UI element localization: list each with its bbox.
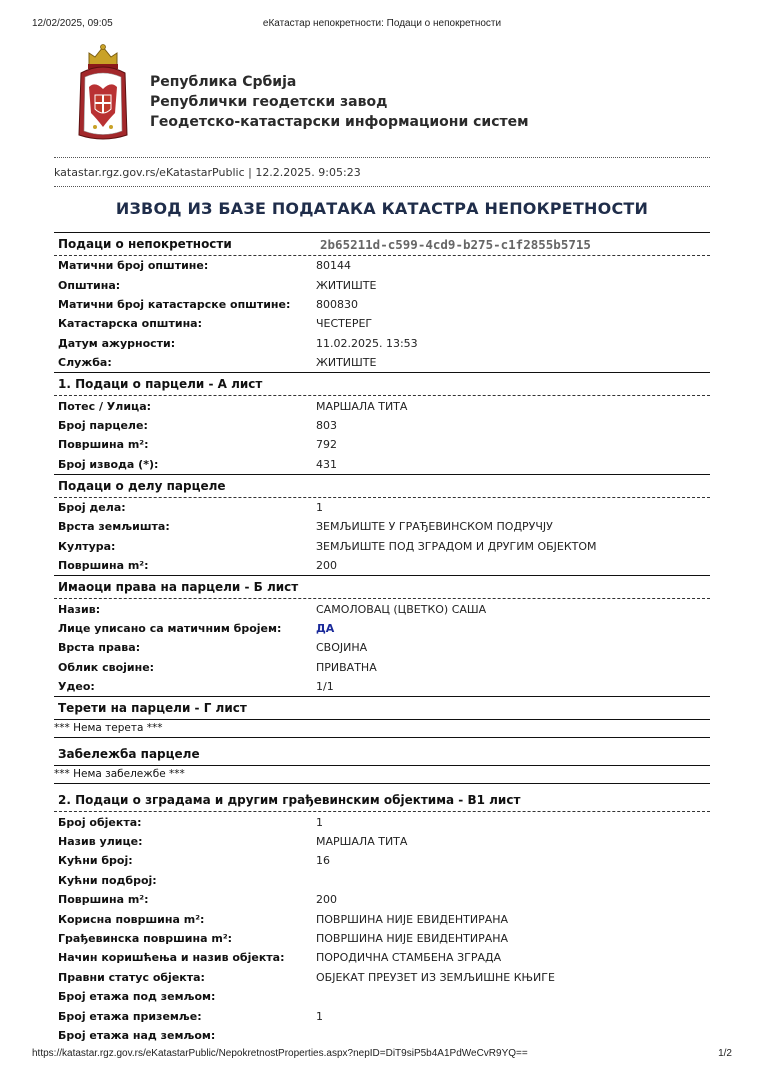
field-row	[54, 396, 710, 415]
burdens-note: *** Нема терета ***	[54, 720, 710, 738]
owners-heading: Имаоци права на парцели - Б лист	[58, 580, 299, 595]
field-label: Лице уписано са матичним бројем:	[58, 622, 282, 636]
field-row	[54, 677, 710, 696]
parcel-heading: 1. Подаци о парцели - А лист	[58, 377, 263, 392]
field-value: 1	[316, 501, 323, 515]
field-value: 80144	[316, 259, 351, 273]
buildings-rows	[54, 812, 710, 1045]
print-url: https://katastar.rgz.gov.rs/eKatastarPublic/NepokretnostProperties.aspx?nepID=DiT9siP5b4A1PdWeCvR9YQ==	[32, 1048, 528, 1059]
field-row	[54, 537, 710, 556]
field-label: Назив:	[58, 602, 101, 616]
property-id: 2b65211d-c599-4cd9-b275-c1f2855b5715	[320, 236, 591, 252]
field-label: Кућни подброј:	[58, 873, 157, 887]
owners-rows	[54, 599, 710, 696]
field-row	[54, 599, 710, 618]
field-value: ПОВРШИНА НИЈЕ ЕВИДЕНТИРАНА	[316, 931, 509, 945]
field-value: ДА	[316, 622, 335, 636]
field-label: Потес / Улица:	[58, 399, 152, 413]
field-row	[54, 256, 710, 275]
serbian-coat-of-arms-icon	[75, 43, 131, 143]
section-parcel	[54, 372, 710, 474]
field-row	[54, 498, 710, 517]
section-heading	[54, 697, 710, 720]
print-page-number: 1/2	[718, 1048, 732, 1059]
field-row	[54, 455, 710, 474]
field-value: 803	[316, 418, 337, 432]
field-value: 11.02.2025. 13:53	[316, 336, 418, 350]
divider-top	[54, 157, 710, 158]
section-heading	[54, 576, 710, 599]
burdens-heading: Терети на парцели - Г лист	[58, 701, 247, 716]
field-row	[54, 812, 710, 831]
field-label: Врста права:	[58, 641, 141, 655]
field-label: Површина m²:	[58, 893, 149, 907]
field-label: Служба:	[58, 356, 112, 370]
field-row	[54, 1026, 710, 1045]
field-value: САМОЛОВАЦ (ЦВЕТКО) САША	[316, 602, 487, 616]
field-row	[54, 1006, 710, 1025]
field-row	[54, 851, 710, 870]
field-row	[54, 556, 710, 575]
field-label: Кућни број:	[58, 854, 133, 868]
print-page-title: еКатастар непокретности: Подаци о непокретности	[262, 18, 502, 29]
field-label: Назив улице:	[58, 835, 143, 848]
field-label: Број етажа под земљом:	[58, 990, 216, 1004]
source-line: katastar.rgz.gov.rs/eKatastarPublic | 12.2.2025. 9:05:23	[54, 166, 361, 179]
section-parcel-part	[54, 474, 710, 576]
field-value: 792	[316, 438, 337, 452]
field-row	[54, 334, 710, 353]
field-value: ЗЕМЉИШТЕ У ГРАЂЕВИНСКОМ ПОДРУЧЈУ	[316, 520, 553, 534]
field-value: 16	[316, 854, 330, 868]
field-label: Број објекта:	[58, 815, 142, 829]
field-row	[54, 295, 710, 314]
field-value: ЗЕМЉИШТЕ ПОД ЗГРАДОМ И ДРУГИМ ОБЈЕКТОМ	[316, 539, 597, 553]
section-owners	[54, 575, 710, 696]
field-value: 200	[316, 559, 337, 573]
field-value: ОБЈЕКАТ ПРЕУЗЕТ ИЗ ЗЕМЉИШНЕ КЊИГЕ	[316, 970, 555, 984]
field-value: 1	[316, 1009, 323, 1023]
field-row	[54, 832, 710, 851]
field-row	[54, 658, 710, 677]
section-buildings	[54, 789, 710, 1045]
field-value: ЖИТИШТЕ	[316, 356, 377, 370]
field-row	[54, 517, 710, 536]
field-label: Број дела:	[58, 501, 126, 515]
field-row	[54, 890, 710, 909]
field-row	[54, 619, 710, 638]
field-row	[54, 987, 710, 1006]
section-heading	[54, 743, 710, 766]
field-label: Број етажа приземље:	[58, 1009, 202, 1023]
organization-block	[150, 72, 529, 132]
print-header	[32, 18, 732, 32]
field-label: Врста земљишта:	[58, 520, 170, 534]
field-label: Облик својине:	[58, 660, 155, 674]
field-label: Правни статус објекта:	[58, 970, 205, 984]
field-label: Матични број општине:	[58, 259, 209, 273]
section-heading	[54, 233, 710, 256]
field-value: ПОРОДИЧНА СТАМБЕНА ЗГРАДА	[316, 951, 502, 965]
field-label: Корисна површина m²:	[58, 912, 205, 926]
field-row	[54, 353, 710, 372]
field-label: Број извода (*):	[58, 457, 159, 471]
parcel-part-heading: Подаци о делу парцеле	[58, 478, 226, 493]
field-value: ПОВРШИНА НИЈЕ ЕВИДЕНТИРАНА	[316, 912, 509, 926]
print-footer	[32, 1048, 732, 1062]
field-value: ПРИВАТНА	[316, 660, 377, 674]
parcel-rows	[54, 396, 710, 474]
field-label: Матични број катастарске општине:	[58, 297, 291, 311]
org-line-2: Републички геодетски завод	[150, 94, 388, 110]
field-label: Грађевинска површина m²:	[58, 931, 233, 945]
document-title: ИЗВОД ИЗ БАЗЕ ПОДАТАКА КАТАСТРА НЕПОКРЕТНОСТИ	[115, 199, 649, 218]
field-label: Број етажа над земљом:	[58, 1028, 216, 1042]
field-label: Површина m²:	[58, 559, 149, 573]
document-content	[54, 232, 710, 1045]
remarks-heading: Забележба парцеле	[58, 747, 200, 762]
field-label: Удео:	[58, 680, 95, 694]
field-value: 200	[316, 893, 337, 907]
section-property	[54, 232, 710, 372]
field-row	[54, 435, 710, 454]
field-row	[54, 416, 710, 435]
field-label: Број парцеле:	[58, 418, 148, 432]
section-heading	[54, 789, 710, 812]
print-datetime: 12/02/2025, 09:05	[32, 18, 113, 29]
field-label: Општина:	[58, 278, 121, 292]
field-row	[54, 909, 710, 928]
field-value: 1	[316, 815, 323, 829]
field-row	[54, 871, 710, 890]
field-label: Начин коришћења и назив објекта:	[58, 951, 285, 965]
field-value: 800830	[316, 297, 358, 311]
org-line-1: Република Србија	[150, 74, 297, 90]
field-label: Површина m²:	[58, 438, 149, 452]
property-rows	[54, 256, 710, 372]
section-remarks	[54, 743, 710, 784]
field-label: Катастарска општина:	[58, 317, 202, 331]
field-value: 1/1	[316, 680, 334, 694]
field-row	[54, 968, 710, 987]
field-label: Култура:	[58, 539, 116, 553]
field-row	[54, 275, 710, 294]
divider-bottom	[54, 186, 710, 187]
field-row	[54, 948, 710, 967]
section-heading	[54, 475, 710, 498]
field-label: Датум ажурности:	[58, 336, 176, 350]
field-value: МАРШАЛА ТИТА	[316, 835, 408, 848]
field-value: ЖИТИШТЕ	[316, 278, 377, 292]
section-heading	[54, 373, 710, 396]
buildings-heading: 2. Подаци о зградама и другим грађевинским објектима - В1 лист	[58, 793, 521, 808]
field-value: СВОЈИНА	[316, 641, 368, 655]
field-value: МАРШАЛА ТИТА	[316, 399, 408, 413]
field-row	[54, 929, 710, 948]
parcel-part-rows	[54, 498, 710, 576]
org-line-3: Геодетско-катастарски информациони систем	[150, 114, 529, 130]
property-heading: Подаци о непокретности	[58, 237, 232, 251]
remarks-note: *** Нема забележбе ***	[54, 766, 710, 784]
field-row	[54, 314, 710, 333]
field-value: 431	[316, 457, 337, 471]
section-burdens	[54, 696, 710, 738]
field-value: ЧЕСТЕРЕГ	[316, 317, 373, 331]
field-row	[54, 638, 710, 657]
